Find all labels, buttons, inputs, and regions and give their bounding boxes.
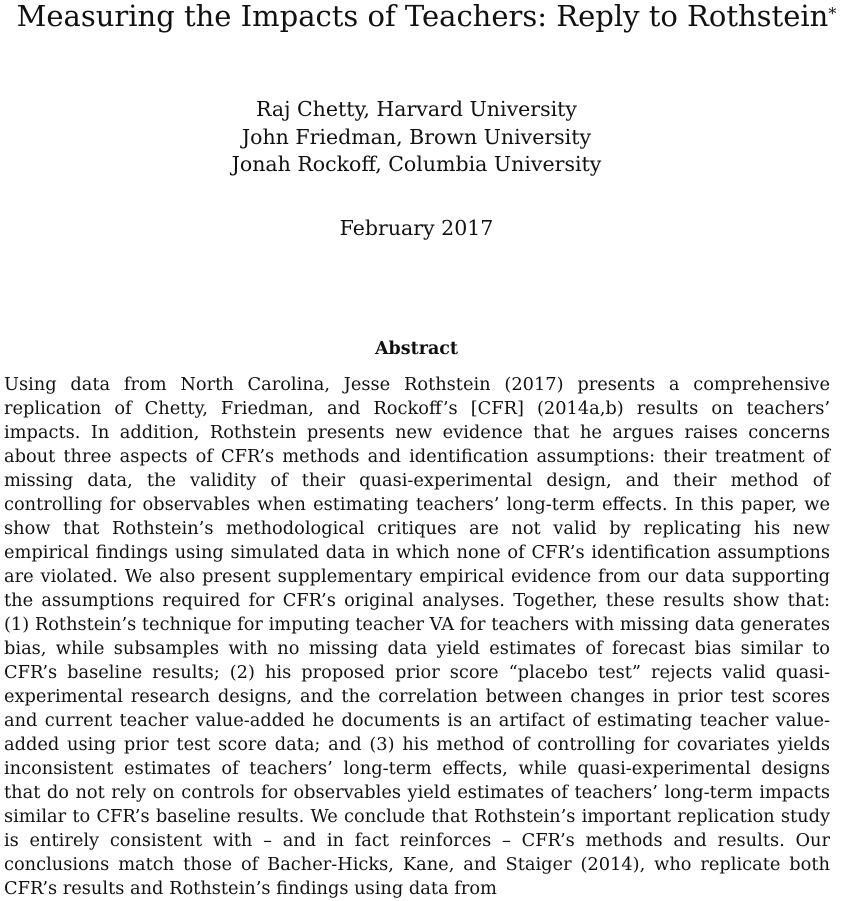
paper-title (0, 0, 853, 36)
title-footnote-marker: * (828, 4, 837, 23)
author-line: Jonah Rockoff, Columbia University (231, 152, 602, 176)
abstract-text: Using data from North Carolina, Jesse Rothstein (2017) presents a comprehensive replication of Chetty, Friedman, and Rockoff’s [CFR] (2014a,b) results on teachers’ impacts. In addition, Rothstein presents new evidence that he argues raises concerns about three aspects of CFR’s methods and identification assumptions: their treatment of missing data, the validity of their quasi-experimental design, and their method of controlling for observables when estimating teachers’ long-term effects. In this paper, we show that Rothstein’s methodological critiques are not valid by replicating his new empirical findings using simulated data in which none of CFR’s identification assumptions are violated. We also present supplementary empirical evidence from our data supporting the assumptions required for CFR’s original analyses. Together, these results show that: (1) Rothstein’s technique for imputing teacher VA for teachers with missing data generates bias, while subsamples with no missing data yield estimates of forecast bias similar to CFR’s baseline results; (2) his proposed prior score “placebo test” rejects valid quasi-experimental research designs, and the correlation between changes in prior test scores and current teacher value-added he documents is an artifact of estimating teacher value-added using prior test score data; and (3) his method of controlling for covariates yields inconsistent estimates of teachers’ long-term effects, while quasi-experimental designs that do not rely on controls for observables yield estimates of teachers’ long-term impacts similar to CFR’s baseline results. We conclude that Rothstein’s important replication study is entirely consistent with – and in fact reinforces – CFR’s methods and results. Our conclusions match those of Bacher-Hicks, Kane, and Staiger (2014), who replicate both CFR’s results and Rothstein’s findings using data from (4, 374, 830, 899)
author-line: John Friedman, Brown University (241, 124, 592, 149)
author-line: Raj Chetty, Harvard University (256, 97, 577, 121)
author-list (0, 96, 833, 179)
publication-date: February 2017 (339, 216, 494, 240)
abstract-heading: Abstract (374, 339, 459, 359)
paper-title-text: Measuring the Impacts of Teachers: Reply to Rothstein (16, 0, 829, 33)
